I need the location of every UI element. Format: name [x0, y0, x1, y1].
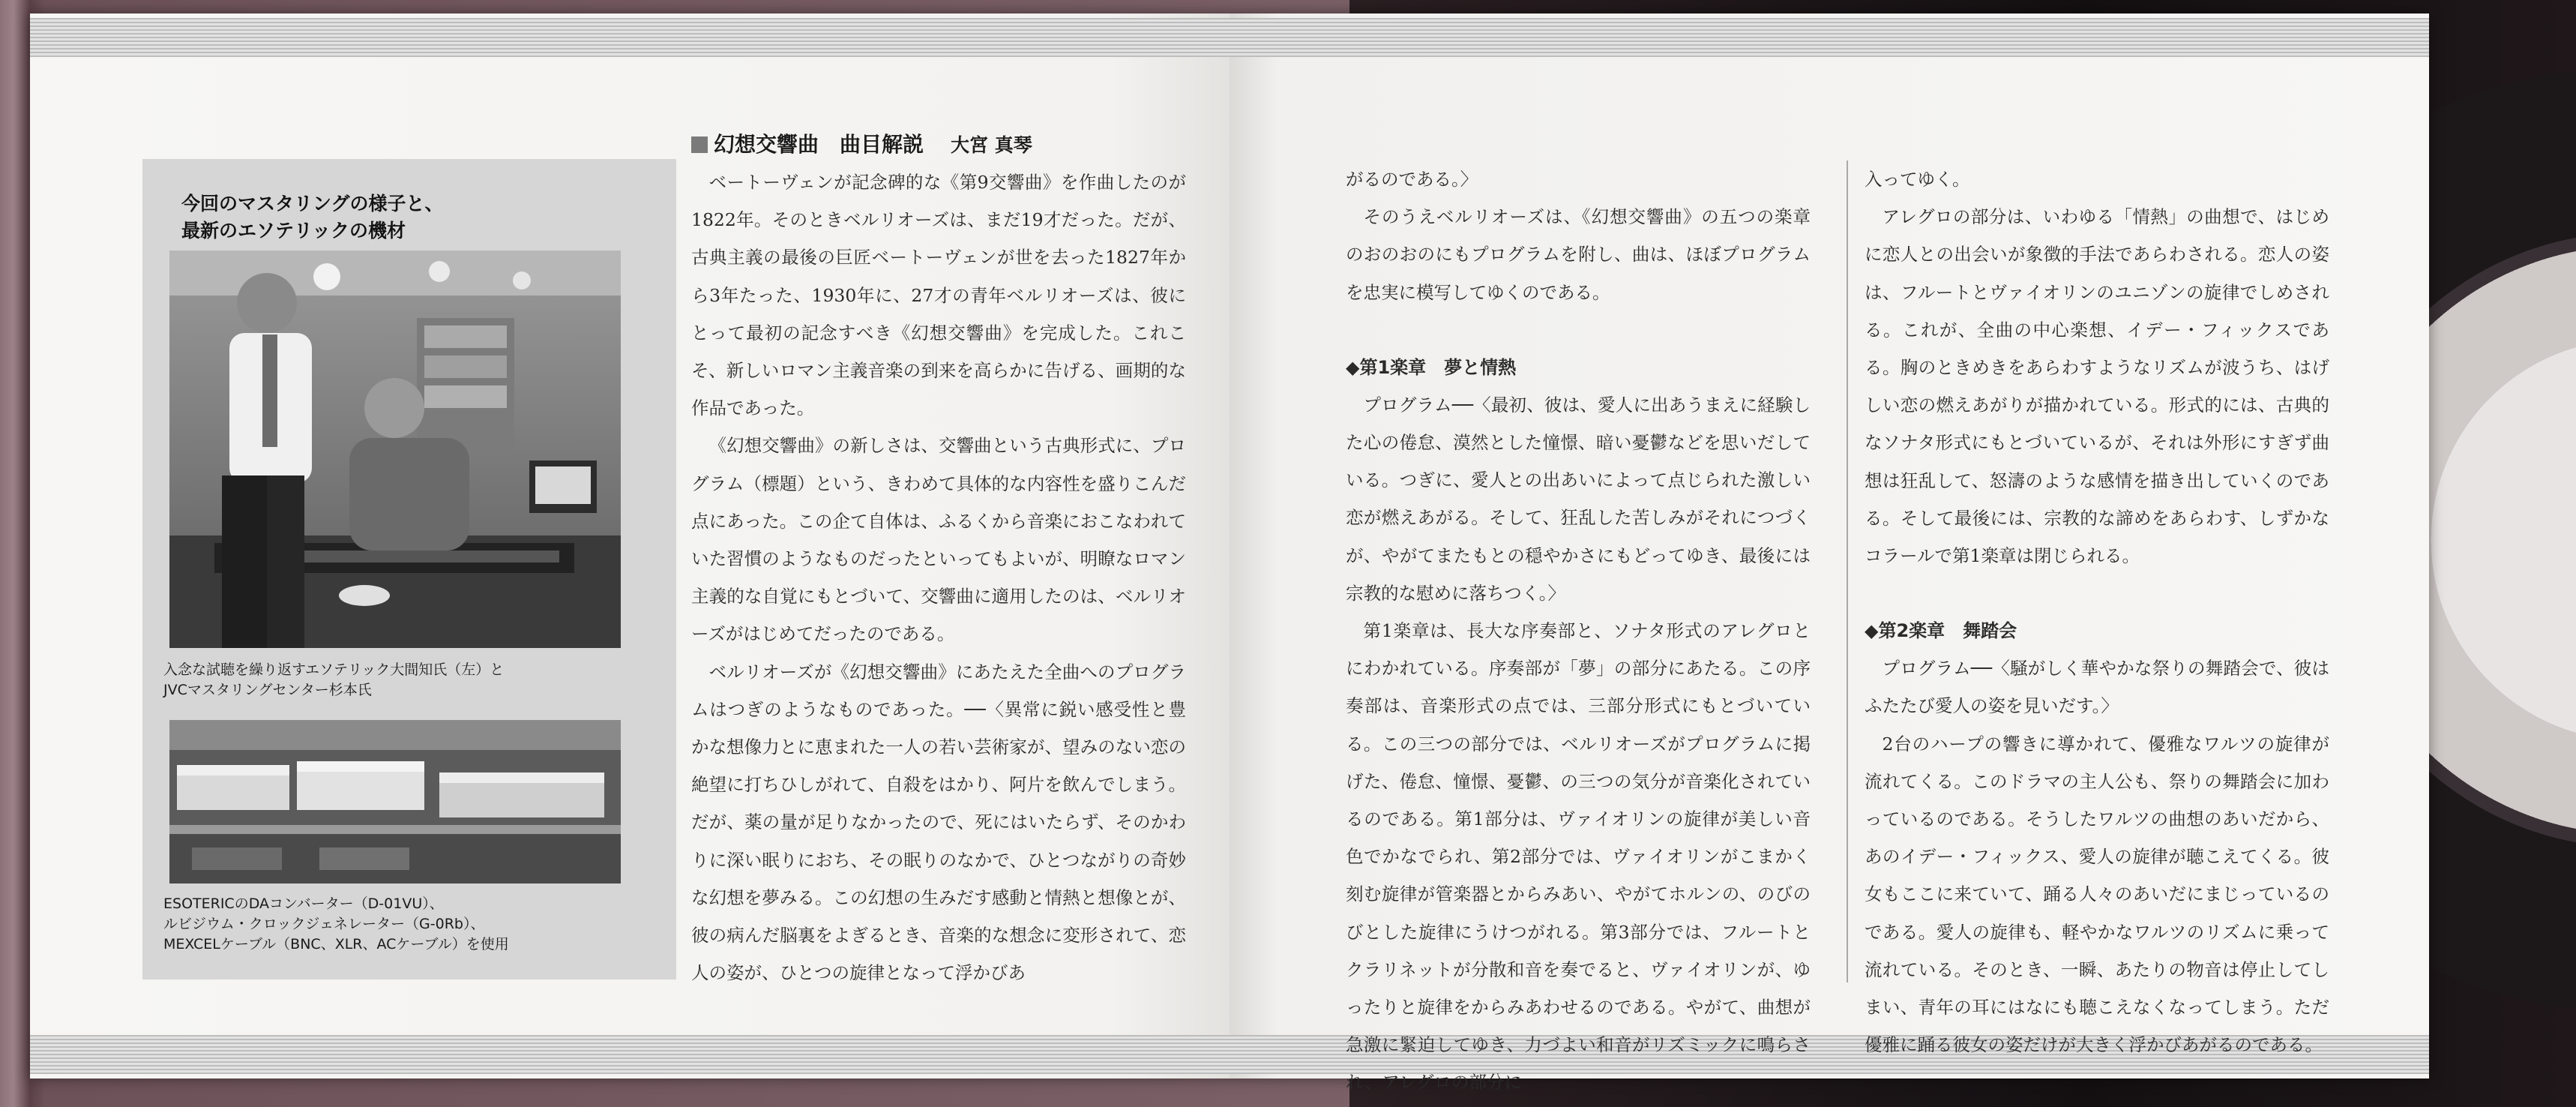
- paragraph: がるのである。〉: [1346, 169, 1478, 190]
- paragraph: ベートーヴェンが記念碑的な《第9交響曲》を作曲したのが1822年。そのときベルリオーズは、まだ19才だった。だが、古典主義の最後の巨匠ベートーヴェンが世を去った1827年から3年たった、1930年に、27才の青年ベルリオーズは、彼にとって最初の記念すべき《幻想交響曲》を完成した。これこそ、新しいロマン主義音楽の到来を高らかに告げる、画期的な作品であった。: [691, 172, 1186, 419]
- photo-heading-line2: 最新のエソテリックの機材: [181, 220, 406, 242]
- article-column-3: [1865, 160, 2329, 1064]
- square-bullet-icon: [691, 136, 708, 153]
- photo-panel: [142, 159, 676, 980]
- left-page: [30, 14, 1230, 1078]
- paragraph: プログラム──〈最初、彼は、愛人に出あうまえに経験した心の倦怠、漠然とした憧憬、暗い憂鬱などを思いだしている。つぎに、愛人との出あいによって点じられた激しい恋が燃えあがる。そして、狂乱した苦しみがそれにつづくが、やがてまたもとの穏やかさにもどってゆき、最後には宗教的な慰めに落ちつく。〉: [1346, 394, 1811, 604]
- paragraph: ベルリオーズが《幻想交響曲》にあたえた全曲へのプログラムはつぎのようなものであった。──〈異常に鋭い感受性と豊かな想像力とに恵まれた一人の若い芸術家が、望みのない恋の絶望に打ちひしがれて、自殺をはかり、阿片を飲んでしまう。だが、薬の量が足りなかったので、死にはいたらず、そのかわりに深い眠りにおち、その眠りのなかで、ひとつながりの奇妙な幻想を夢みる。この幻想の生みだす感動と情熱と想像とが、彼の病んだ脳裏をよぎるとき、音楽的な想念に変形されて、恋人の姿が、ひとつの旋律となって浮かびあ: [691, 661, 1186, 984]
- movement-2-heading: ◆第2楽章 舞踏会: [1865, 620, 2017, 642]
- equipment-photo-caption: ESOTERICのDAコンバーター（D-01VU）、 ルビジウム・クロックジェネレーター（G-0Rb）、 MEXCELケーブル（BNC、XLR、ACケーブル）を使用: [163, 896, 509, 952]
- top-stripe-left: [30, 18, 1230, 57]
- article-column-1: [691, 126, 1186, 992]
- photo-heading-line1: 今回のマスタリングの様子と、: [181, 193, 444, 214]
- paragraph: 《幻想交響曲》の新しさは、交響曲という古典形式に、プログラム（標題）という、きわめて具体的な内容性を盛りこんだ点にあった。この企て自体は、ふるくから音楽におこなわれていた習慣のようなものだったといってもよいが、明瞭なロマン主義的な自覚にもとづいて、交響曲に適用したのは、ベルリオーズがはじめてだったのである。: [691, 435, 1186, 645]
- photo-panel-heading: [181, 190, 444, 244]
- paragraph: そのうえベルリオーズは、《幻想交響曲》の五つの楽章のおのおのにもプログラムを附し、曲は、ほぼプログラムを忠実に模写してゆくのである。: [1346, 206, 1811, 303]
- article-title: 幻想交響曲 曲目解説: [714, 132, 924, 157]
- movement-1-heading: ◆第1楽章 夢と情熱: [1346, 356, 1517, 378]
- top-stripe-right: [1230, 18, 2429, 57]
- mastering-studio-illustration: [169, 250, 621, 648]
- equipment-illustration: [169, 720, 621, 884]
- bottom-stripe-left: [30, 1035, 1230, 1074]
- article-author: 大宮 真琴: [951, 134, 1032, 156]
- paragraph: 2台のハープの響きに導かれて、優雅なワルツの旋律が流れてくる。このドラマの主人公も、祭りの舞踏会に加わっているのである。そうしたワルツの曲想のあいだから、あのイデー・フィックス、愛人の旋律が聴こえてくる。彼女もここに来ていて、踊る人々のあいだにまじっているのである。愛人の旋律も、軽やかなワルツのリズムに乗って流れている。そのとき、一瞬、あたりの物音は停止してしまい、青年の耳にはなにも聴こえなくなってしまう。ただ優雅に踊る彼女の姿だけが大きく浮かびあがるのである。: [1865, 733, 2329, 1056]
- studio-photo-caption: 入念な試聴を繰り返すエソテリック大間知氏（左）と JVCマスタリングセンター杉本氏: [163, 662, 505, 698]
- booklet-spread: [30, 14, 2429, 1094]
- paragraph: プログラム──〈騒がしく華やかな祭りの舞踏会で、彼はふたたび愛人の姿を見いだす。〉: [1865, 658, 2329, 717]
- paragraph: 第1楽章は、長大な序奏部と、ソナタ形式のアレグロとにわかれている。序奏部が「夢」の部分にあたる。この序奏部は、音楽形式の点では、三部分形式にもとづいている。この三つの部分では、ベルリオーズがプログラムに掲げた、倦怠、憧憬、憂鬱、の三つの気分が音楽化されているのである。第1部分は、ヴァイオリンの旋律が美しい音色でかなでられ、第2部分では、ヴァイオリンがこまかく刻む旋律が管楽器とからみあい、やがてホルンの、のびのびとした旋律にうけつがれる。第3部分では、フルートとクラリネットが分散和音を奏でると、ヴァイオリンが、ゆったりと旋律をからみあわせるのである。やがて、曲想が急激に緊迫してゆき、力づよい和音がリズミックに鳴らされ、アレグロの部分に: [1346, 620, 1811, 1094]
- column-divider: [1847, 160, 1848, 982]
- paragraph: 入ってゆく。: [1865, 169, 1970, 190]
- article-title-row: [691, 126, 1186, 164]
- paragraph: アレグロの部分は、いわゆる「情熱」の曲想で、はじめに恋人との出会いが象徴的手法であらわされる。恋人の姿は、フルートとヴァイオリンのユニゾンの旋律でしめされる。これが、全曲の中心楽想、イデー・フィックスである。胸のときめきをあらわすようなリズムが波うち、はげしい恋の燃えあがりが描かれている。形式的には、古典的なソナタ形式にもとづいているが、それは外形にすぎず曲想は狂乱して、怒濤のような感情を描き出していくのである。そして最後には、宗教的な諦めをあらわす、しずかなコラールで第1楽章は閉じられる。: [1865, 206, 2329, 567]
- article-column-2: [1346, 160, 1811, 1102]
- mastering-studio-photo: [169, 250, 621, 648]
- equipment-photo: [169, 720, 621, 884]
